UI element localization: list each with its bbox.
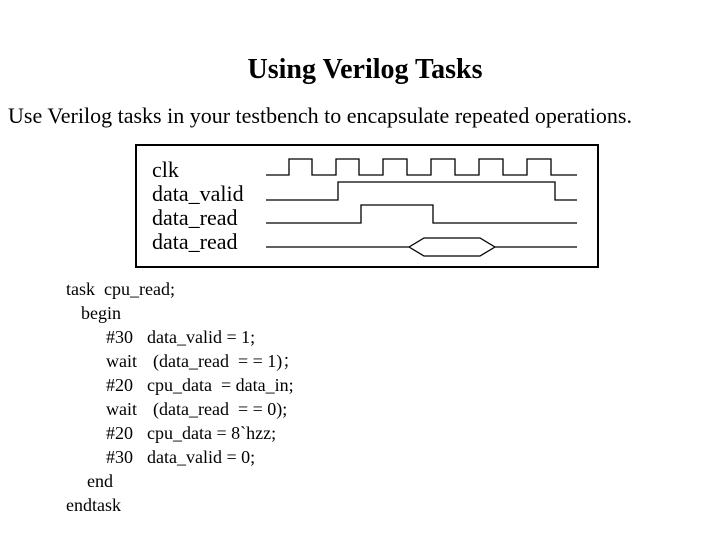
code-text: #30 bbox=[106, 327, 133, 347]
slide-subtitle: Use Verilog tasks in your testbench to encapsulate repeated operations. bbox=[8, 103, 632, 128]
code-text: (data_read = = 0); bbox=[153, 399, 288, 419]
code-text: data_valid = 0; bbox=[147, 447, 256, 467]
code-text: begin bbox=[81, 303, 121, 323]
signal-label-data-read-bus: data_read bbox=[152, 229, 238, 254]
waveforms bbox=[137, 146, 597, 266]
code-text: cpu_data = 8`hzz; bbox=[147, 423, 277, 443]
code-text: #20 bbox=[106, 375, 133, 395]
code-text: task cpu_read; bbox=[66, 279, 175, 299]
waveform-data-valid bbox=[266, 182, 577, 200]
code-text: wait bbox=[106, 399, 137, 419]
code-text: wait bbox=[106, 351, 137, 371]
waveform-data-read bbox=[266, 205, 577, 223]
code-text: #20 bbox=[106, 423, 133, 443]
code-text: (data_read = = 1)； bbox=[153, 351, 301, 371]
waveform-clk bbox=[266, 159, 577, 175]
code-text: end bbox=[87, 471, 113, 491]
signal-label-data-valid: data_valid bbox=[152, 181, 244, 206]
code-text: data_valid = 1; bbox=[147, 327, 256, 347]
waveform-data-read-bus bbox=[266, 238, 577, 256]
code-text: cpu_data = data_in; bbox=[147, 375, 294, 395]
signal-label-data-read: data_read bbox=[152, 205, 238, 230]
signal-label-clk: clk bbox=[152, 157, 179, 182]
timing-diagram bbox=[135, 144, 599, 268]
slide-title: Using Verilog Tasks bbox=[247, 54, 483, 85]
code-text: endtask bbox=[66, 495, 121, 515]
code-text: #30 bbox=[106, 447, 133, 467]
